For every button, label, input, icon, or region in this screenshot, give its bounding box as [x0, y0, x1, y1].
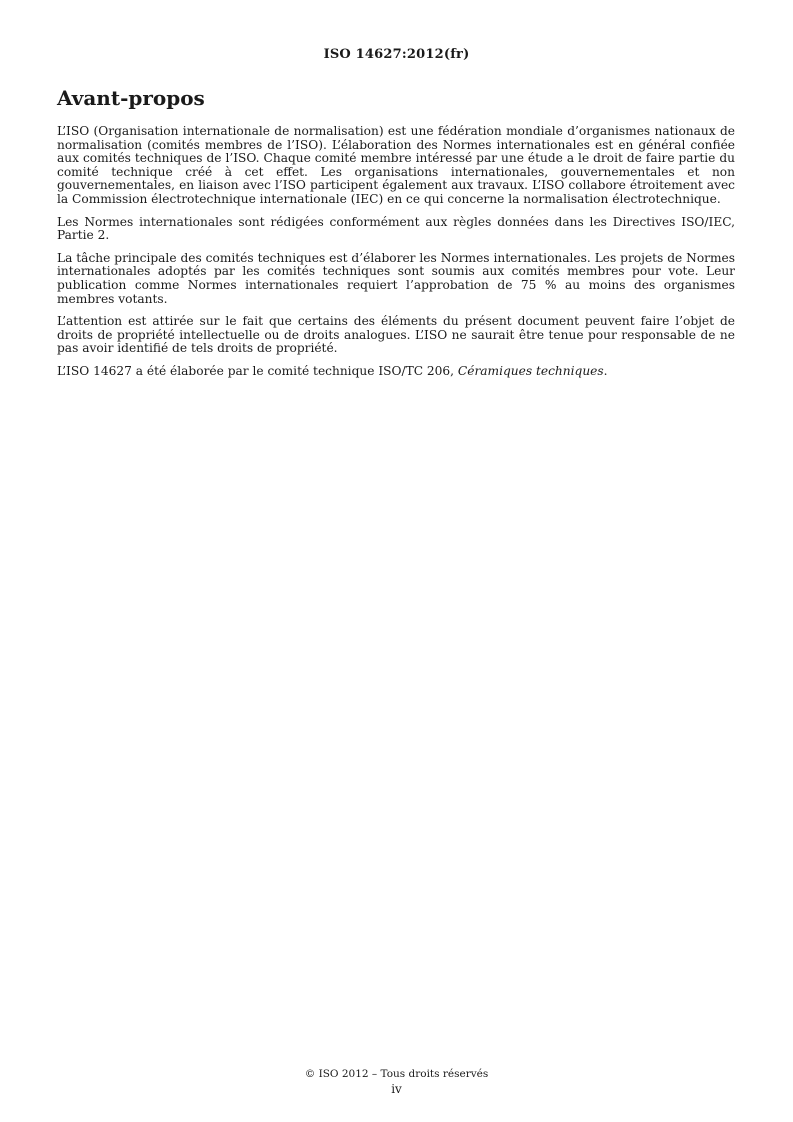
page-number: iv: [391, 1082, 402, 1096]
page-footer: [0, 1067, 793, 1097]
paragraph-iso-organisation: L’ISO (Organisation internationale de normalisation) est une fédération mondiale d’organismes nationaux de normalisation (comités membres de l’ISO). L’élaboration des Normes internationales est en général confiée aux comités techniques de l’ISO. Chaque comité membre intéressé par une étude a le droit de faire partie du comité technique créé à cet effet. Les organisations internationales, gouvernementales et non gouvernementales, en liaison avec l’ISO participent également aux travaux. L’ISO collabore étroitement avec la Commission électrotechnique internationale (IEC) en ce qui concerne la normalisation électrotechnique.: [57, 124, 735, 206]
paragraph-technical-committees: La tâche principale des comités techniques est d’élaborer les Normes internationales. Les projets de Normes internationales adoptés par les comités techniques sont soumis aux comités membres pour vote. Leur publication comme Normes internationales requiert l’approbation de 75 % au moins des organismes membres votants.: [57, 250, 735, 306]
copyright-notice: © ISO 2012 – Tous droits réservés: [304, 1068, 489, 1080]
prepared-by-text: L’ISO 14627 a été élaborée par le comité technique ISO/TC 206,: [57, 363, 458, 378]
paragraph-prepared-by: [57, 365, 735, 379]
paragraph-directives: Les Normes internationales sont rédigées conformément aux règles données dans les Directives ISO/IEC, Partie 2.: [57, 214, 735, 243]
document-id-header: ISO 14627:2012(fr): [323, 47, 470, 62]
committee-name: Céramiques techniques: [457, 363, 604, 378]
paragraph-patent-rights: L’attention est attirée sur le fait que certains des éléments du présent document peuvent faire l’objet de droits de propriété intellectuelle ou de droits analogues. L’ISO ne saurait être tenue pour responsable de ne pas avoir identifié de tels droits de propriété.: [57, 314, 735, 356]
section-title: Avant-propos: [57, 86, 205, 110]
foreword-body: [57, 125, 735, 388]
prepared-by-period: .: [603, 363, 608, 378]
